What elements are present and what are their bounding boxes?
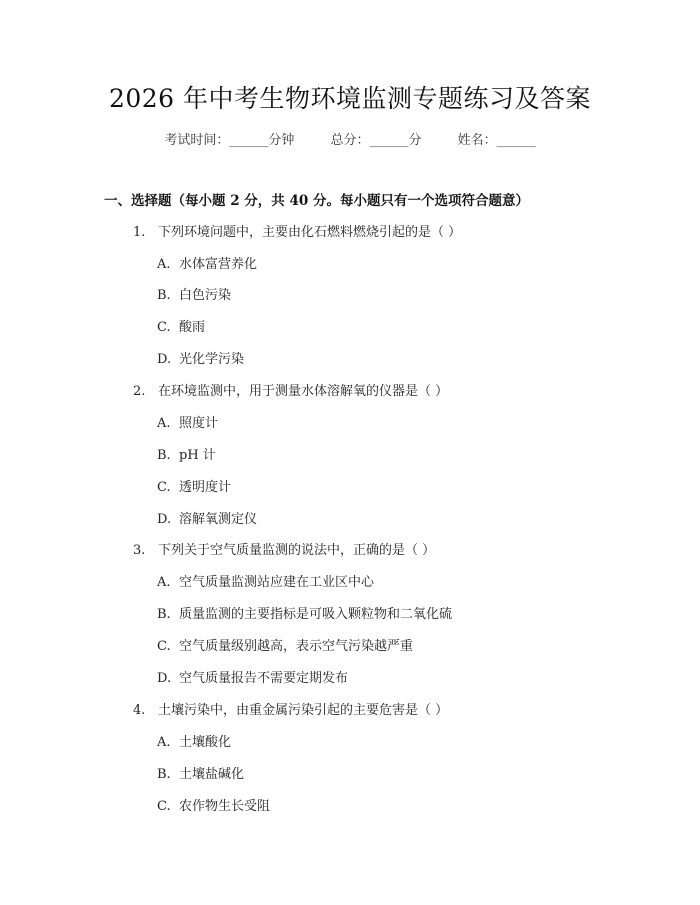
question-text: 下列关于空气质量监测的说法中，正确的是（ ）	[158, 543, 436, 558]
question-1-option-b	[157, 286, 231, 306]
question-text: 土壤污染中，由重金属污染引起的主要危害是（ ）	[158, 703, 449, 718]
option-text: 空气质量报告不需要定期发布	[179, 671, 349, 686]
exam-time-field: 考试时间：______分钟	[164, 133, 295, 148]
question-1-option-c	[157, 318, 205, 338]
question-4-option-a	[157, 733, 231, 753]
option-letter: B.	[157, 767, 171, 782]
option-letter: B.	[157, 607, 171, 622]
section-heading-choice: 一、选择题（每小题 2 分，共 40 分。每小题只有一个选项符合题意）	[104, 193, 529, 209]
option-text: 土壤酸化	[179, 735, 232, 750]
option-letter: A.	[157, 257, 171, 272]
question-1	[133, 223, 461, 243]
question-2	[133, 382, 448, 402]
question-3-option-c	[157, 637, 413, 657]
option-letter: C.	[157, 320, 171, 335]
exam-info-row	[0, 131, 700, 151]
total-score-field: 总分：______分	[330, 133, 422, 148]
option-text: 空气质量监测站应建在工业区中心	[179, 575, 375, 590]
option-letter: B.	[157, 288, 171, 303]
option-text: 酸雨	[179, 320, 206, 335]
question-4	[133, 701, 448, 721]
option-text: 农作物生长受阻	[179, 799, 271, 814]
question-number: 4.	[133, 703, 146, 718]
option-text: 水体富营养化	[179, 257, 258, 272]
name-field: 姓名：______	[457, 133, 536, 148]
question-number: 1.	[133, 225, 146, 240]
question-text: 下列环境问题中，主要由化石燃料燃烧引起的是（ ）	[158, 225, 462, 240]
question-3-option-a	[157, 573, 374, 593]
option-letter: D.	[157, 512, 172, 527]
question-number: 3.	[133, 543, 146, 558]
option-letter: A.	[157, 735, 171, 750]
option-letter: A.	[157, 575, 171, 590]
option-letter: D.	[157, 352, 172, 367]
option-letter: C.	[157, 639, 171, 654]
question-4-option-c	[157, 797, 270, 817]
question-1-option-a	[157, 255, 257, 275]
question-3	[133, 541, 435, 561]
question-1-option-d	[157, 350, 244, 370]
option-letter: B.	[157, 448, 171, 463]
question-3-option-d	[157, 669, 348, 689]
question-number: 2.	[133, 384, 146, 399]
option-text: 照度计	[179, 416, 219, 431]
option-text: 透明度计	[179, 480, 232, 495]
option-letter: C.	[157, 799, 171, 814]
option-text: 溶解氧测定仪	[179, 512, 258, 527]
question-2-option-b	[157, 446, 216, 466]
question-text: 在环境监测中，用于测量水体溶解氧的仪器是（ ）	[158, 384, 449, 399]
option-text: pH 计	[179, 448, 216, 463]
option-letter: C.	[157, 480, 171, 495]
option-text: 质量监测的主要指标是可吸入颗粒物和二氧化硫	[179, 607, 453, 622]
document-title: 2026 年中考生物环境监测专题练习及答案	[108, 84, 592, 113]
option-text: 土壤盐碱化	[179, 767, 245, 782]
question-2-option-c	[157, 478, 231, 498]
option-text: 白色污染	[179, 288, 232, 303]
option-text: 光化学污染	[179, 352, 245, 367]
question-3-option-b	[157, 605, 452, 625]
question-4-option-b	[157, 765, 244, 785]
option-letter: A.	[157, 416, 171, 431]
option-text: 空气质量级别越高，表示空气污染越严重	[179, 639, 414, 654]
option-letter: D.	[157, 671, 172, 686]
question-2-option-a	[157, 414, 218, 434]
question-2-option-d	[157, 510, 257, 530]
